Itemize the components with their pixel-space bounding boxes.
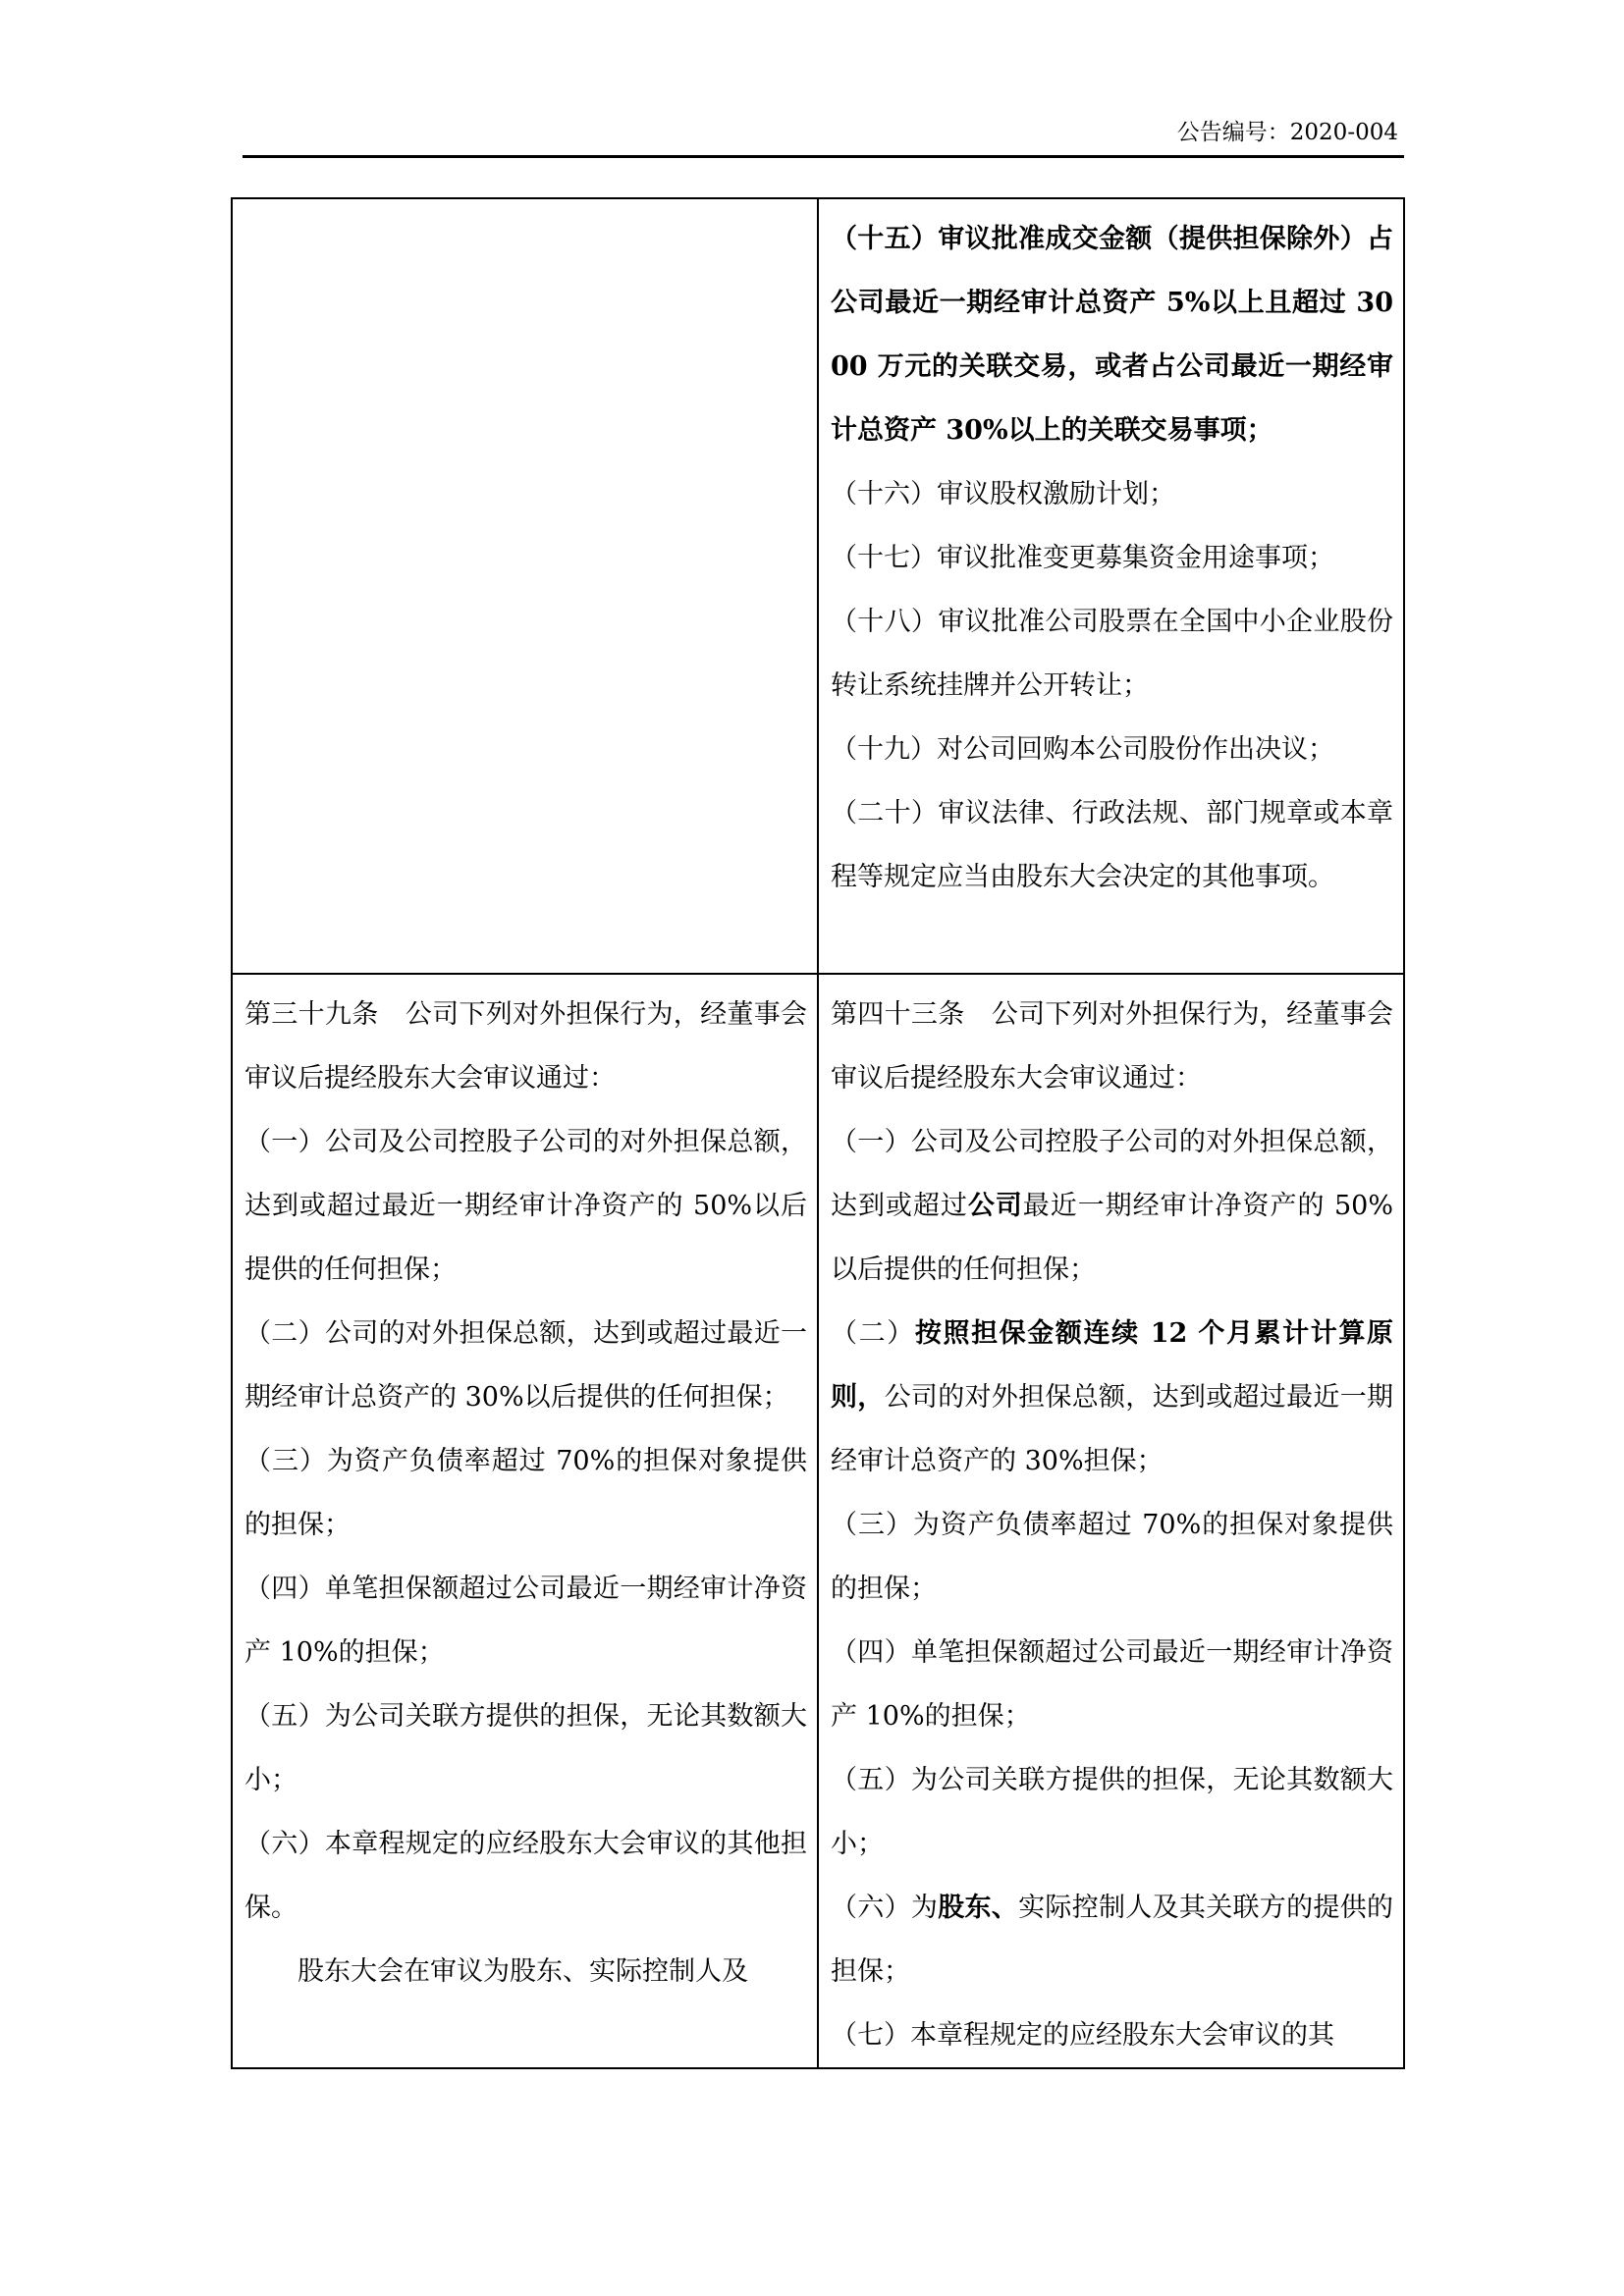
original-item-4: （四）单笔担保额超过公司最近一期经审计净资产 10%的担保； <box>244 1574 807 1668</box>
text-segment: 最近一期经审计净资产的 50%以后提供的任何担保； <box>831 1191 1393 1285</box>
text-segment: 实际控制人及其关联方的提供的担保； <box>831 1893 1394 1987</box>
bold-amendment: 按照担保金额连续 12 个月累计计算原则， <box>831 1318 1394 1413</box>
revised-item-5 <box>831 1748 1393 1876</box>
text-segment: 公司的对外担保总额，达到或超过最近一期经审计总资产的 30%担保； <box>831 1382 1394 1476</box>
text-segment: （三）为资产负债率超过 70%的担保对象提供的担保； <box>831 1510 1393 1604</box>
original-clause-cell <box>232 198 818 974</box>
revised-item-18: （十八）审议批准公司股票在全国中小企业股份转让系统挂牌并公开转让； <box>831 607 1393 701</box>
table-row <box>232 974 1404 2068</box>
original-item-1: （一）公司及公司控股子公司的对外担保总额，达到或超过最近一期经审计净资产的 50%以后提供的任何担保； <box>244 1127 807 1285</box>
bold-amendment: 股东、 <box>938 1893 1019 1923</box>
text-segment: （六）为 <box>831 1893 939 1923</box>
revised-clause-cell <box>818 198 1404 974</box>
revised-item-1 <box>831 1110 1393 1302</box>
original-item-6: （六）本章程规定的应经股东大会审议的其他担保。 <box>244 1829 807 1923</box>
text-segment: （四）单笔担保额超过公司最近一期经审计净资产 10%的担保； <box>831 1637 1393 1732</box>
revised-item-15: （十五）审议批准成交金额（提供担保除外）占公司最近一期经审计总资产 5%以上且超过 3000 万元的关联交易，或者占公司最近一期经审计总资产 30%以上的关联交易事项； <box>831 224 1393 446</box>
original-item-5: （五）为公司关联方提供的担保，无论其数额大小； <box>244 1701 807 1795</box>
revised-item-7 <box>831 2003 1393 2067</box>
original-clause-cell <box>232 974 818 2068</box>
revised-item-3 <box>831 1493 1393 1621</box>
revised-item-4 <box>831 1621 1393 1748</box>
revised-article-43-heading <box>831 983 1393 1110</box>
revised-item-20: （二十）审议法律、行政法规、部门规章或本章程等规定应当由股东大会决定的其他事项。 <box>831 798 1393 892</box>
comparison-table <box>231 197 1405 2069</box>
bold-amendment: 公司 <box>967 1191 1023 1221</box>
text-segment: （二） <box>831 1318 915 1349</box>
revised-item-2 <box>831 1302 1393 1493</box>
revised-item-6 <box>831 1876 1393 2003</box>
revised-item-19: （十九）对公司回购本公司股份作出决议； <box>831 734 1334 765</box>
revised-item-17: （十七）审议批准变更募集资金用途事项； <box>831 543 1334 573</box>
original-closing-paragraph: 股东大会在审议为股东、实际控制人及 <box>298 1956 748 1987</box>
revised-item-16: （十六）审议股权激励计划； <box>831 479 1175 509</box>
table-row <box>232 198 1404 974</box>
text-segment: （七）本章程规定的应经股东大会审议的其 <box>831 2020 1334 2051</box>
original-article-39-heading: 第三十九条 公司下列对外担保行为，经董事会审议后提经股东大会审议通过： <box>244 999 807 1094</box>
text-segment: 第四十三条 公司下列对外担保行为，经董事会审议后提经股东大会审议通过： <box>831 999 1393 1094</box>
notice-number: 公告编号：2020-004 <box>1176 120 1398 145</box>
original-item-3: （三）为资产负债率超过 70%的担保对象提供的担保； <box>244 1446 807 1540</box>
revised-clause-cell <box>818 974 1404 2068</box>
text-segment: （五）为公司关联方提供的担保，无论其数额大小； <box>831 1765 1393 1859</box>
page-header <box>243 118 1404 158</box>
text-segment: （一）公司及公司控股子公司的对外担保总额，达到或超过 <box>831 1127 1393 1221</box>
original-item-2: （二）公司的对外担保总额，达到或超过最近一期经审计总资产的 30%以后提供的任何担保； <box>244 1318 807 1413</box>
